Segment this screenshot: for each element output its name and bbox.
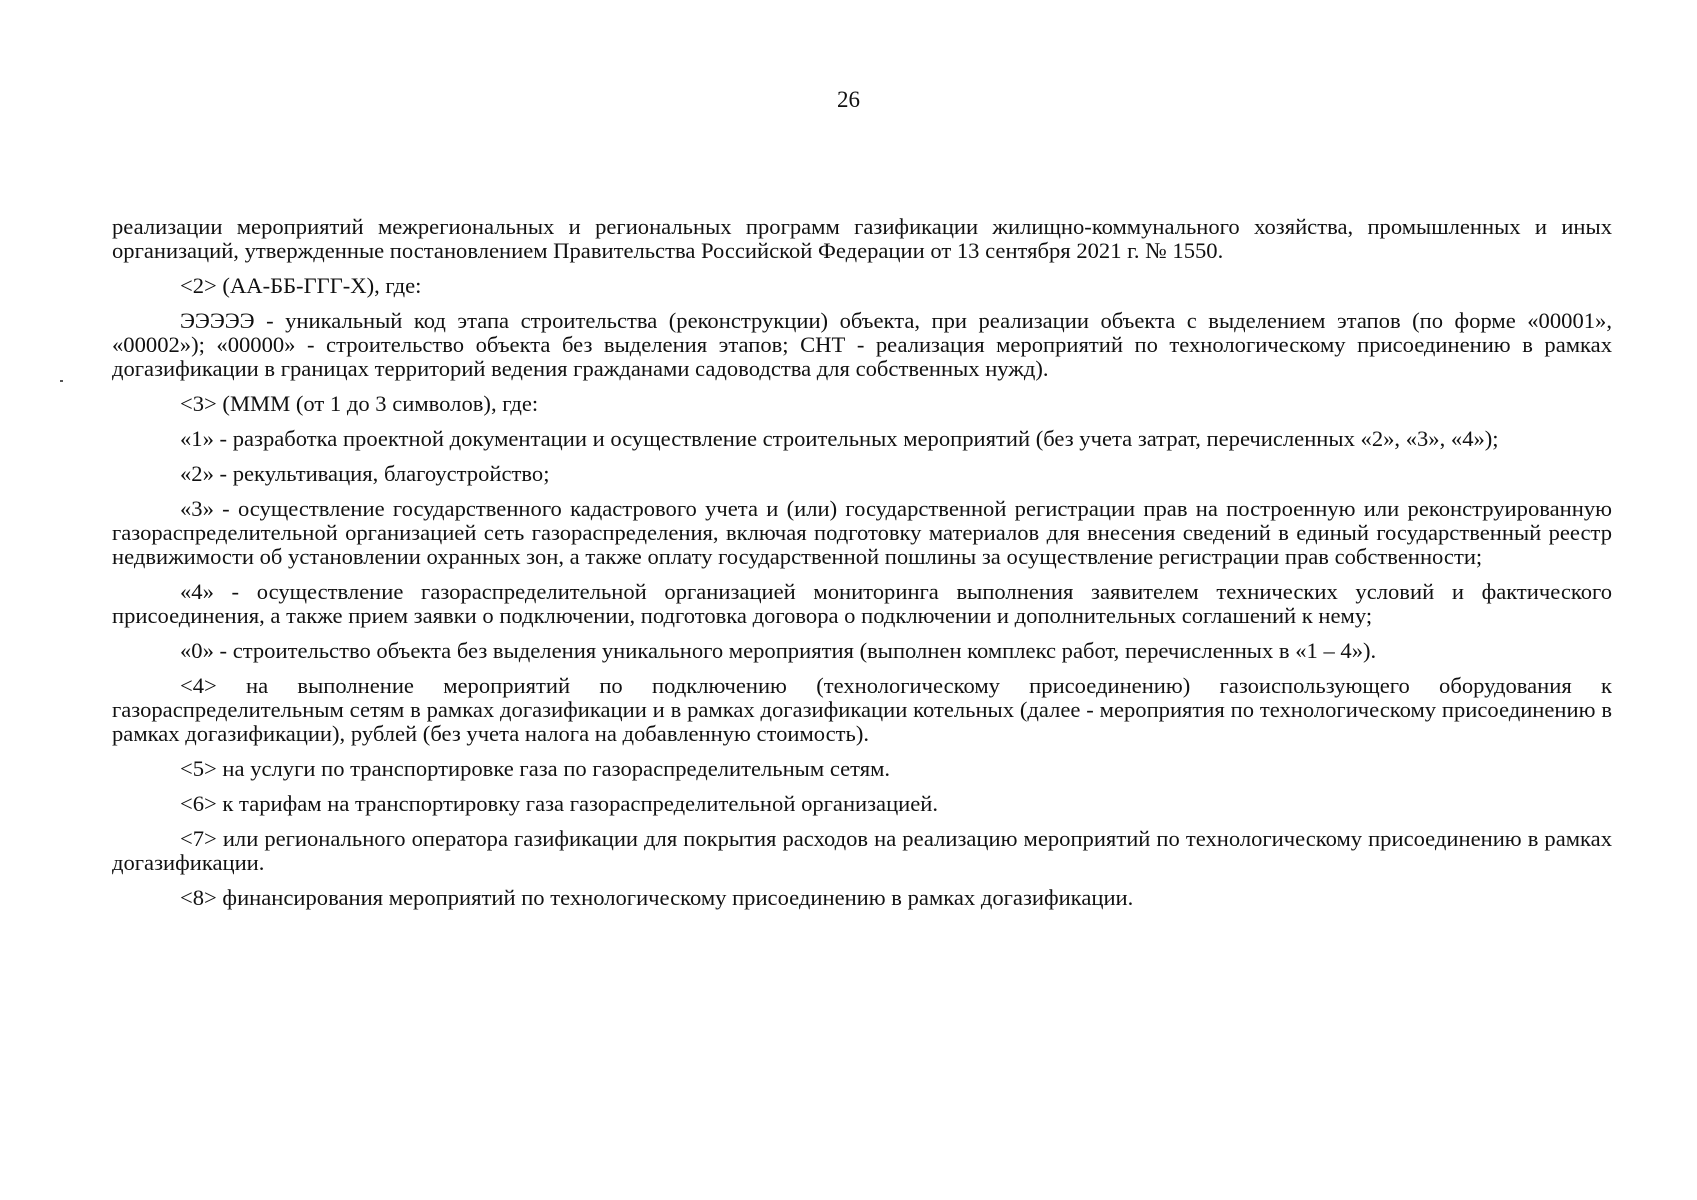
footnote-2: <2> (АА-ББ-ГГГ-Х), где: xyxy=(180,273,422,298)
footnote-3-item-3: «3» - осуществление государственного кадастрового учета и (или) государственной регистрации прав на построенную или реконструированную газораспределительной организацией сеть газораспределения, включая подготовку материалов для внесения сведений в единый государственный реестр недвижимости об установлении охранных зон, а также оплату государственной пошлины за осуществление регистрации прав собственности; xyxy=(112,496,1612,569)
paragraph-continuation: реализации мероприятий межрегиональных и региональных программ газификации жилищно-коммунального хозяйства, промышленных и иных организаций, утвержденные постановлением Правительства Российской Федерации от 13 сентября 2021 г. № 1550. xyxy=(112,214,1612,263)
footnote-5: <5> на услуги по транспортировке газа по газораспределительным сетям. xyxy=(180,756,891,781)
footnote-2-code: ЭЭЭЭЭ - уникальный код этапа строительства (реконструкции) объекта, при реализации объекта с выделением этапов (по форме «00001», «00002»); «00000» - строительство объекта без выделения этапов; СНТ - реализация мероприятий по технологическому присоединению в рамках догазификации в границах территорий ведения гражданами садоводства для собственных нужд). xyxy=(112,308,1612,381)
footnote-3: <3> (МММ (от 1 до 3 символов), где: xyxy=(180,391,539,416)
document-body xyxy=(112,215,1612,921)
footnote-7: <7> или регионального оператора газификации для покрытия расходов на реализацию мероприятий по технологическому присоединению в рамках догазификации. xyxy=(112,826,1612,875)
page-number: 26 xyxy=(837,87,860,112)
scan-mark xyxy=(60,380,63,382)
footnote-6: <6> к тарифам на транспортировку газа газораспределительной организацией. xyxy=(180,791,939,816)
footnote-3-item-2: «2» - рекультивация, благоустройство; xyxy=(180,461,550,486)
footnote-3-item-1: «1» - разработка проектной документации и осуществление строительных мероприятий (без учета затрат, перечисленных «2», «3», «4»); xyxy=(180,426,1499,451)
footnote-3-item-0: «0» - строительство объекта без выделения уникального мероприятия (выполнен комплекс работ, перечисленных в «1 – 4»). xyxy=(180,638,1377,663)
footnote-3-item-4: «4» - осуществление газораспределительной организацией мониторинга выполнения заявителем технических условий и фактического присоединения, а также прием заявки о подключении, подготовка договора о подключении и дополнительных соглашений к нему; xyxy=(112,579,1612,628)
footnote-4: <4> на выполнение мероприятий по подключению (технологическому присоединению) газоиспользующего оборудования к газораспределительным сетям в рамках догазификации и в рамках догазификации котельных (далее - мероприятия по технологическому присоединению в рамках догазификации), рублей (без учета налога на добавленную стоимость). xyxy=(112,673,1612,746)
footnote-8: <8> финансирования мероприятий по технологическому присоединению в рамках догазификации. xyxy=(180,885,1134,910)
